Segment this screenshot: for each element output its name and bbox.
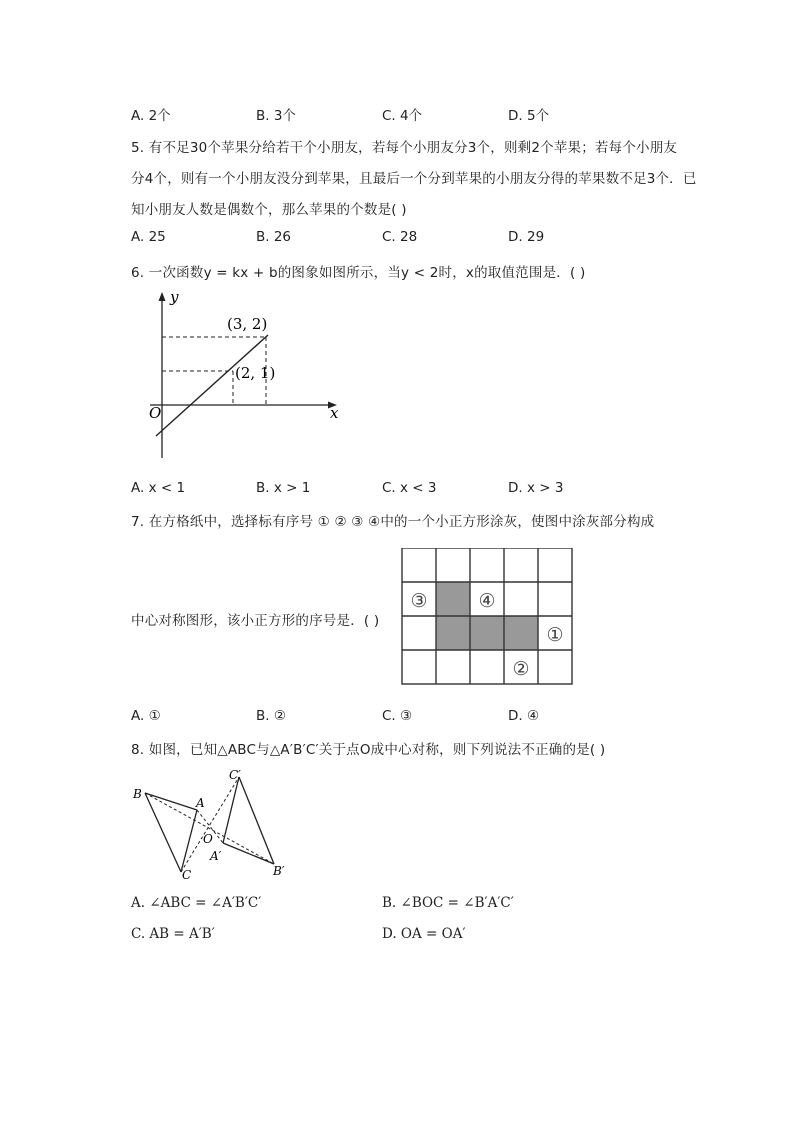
q7-stem-line-1: 7. 在方格纸中，选择标有序号 ① ② ③ ④中的一个小正方形涂灰，使图中涂灰部分构成 (131, 514, 655, 530)
q8-label-b: B (133, 787, 142, 801)
q6-option-b: B. x > 1 (256, 480, 311, 496)
q8-option-d: D. OA = OA′ (382, 926, 466, 942)
q6-option-d: D. x > 3 (508, 480, 564, 496)
q7-label-1: ① (546, 624, 564, 646)
q4-option-c: C. 4个 (382, 108, 423, 124)
q7-label-4: ④ (478, 590, 496, 612)
q8-label-o: O (203, 832, 213, 846)
q6-y-label: y (170, 288, 179, 306)
q7-square-grid (400, 548, 574, 688)
q8-label-cp: C′ (229, 768, 241, 782)
q8-label-c: C (182, 868, 192, 882)
q7-shaded-cell (470, 616, 504, 650)
q8-option-c: C. AB = A′B′ (131, 926, 215, 942)
q5-option-a: A. 25 (131, 229, 166, 245)
q7-option-b: B. ② (256, 708, 286, 724)
q5-option-c: C. 28 (382, 229, 418, 245)
q5-stem-line-3: 知小朋友人数是偶数个，那么苹果的个数是( ) (131, 202, 407, 218)
q8-label-bp: B′ (273, 864, 285, 878)
q8-side-cpbp (239, 777, 274, 864)
q7-shaded-cell (504, 616, 538, 650)
q7-shaded-cell (436, 616, 470, 650)
q6-function-graph (140, 288, 350, 463)
q8-symmetry-figure (128, 765, 298, 885)
q6-point-b-label: (2, 1) (235, 364, 276, 382)
q5-stem-line-1: 5. 有不足30个苹果分给若干个小朋友，若每个小朋友分3个，则剩2个苹果；若每个小朋友 (131, 140, 678, 156)
q6-option-a: A. x < 1 (131, 480, 186, 496)
q4-option-b: B. 3个 (256, 108, 296, 124)
q8-side-ca (181, 810, 197, 872)
q8-label-ap: A′ (210, 849, 222, 863)
q8-label-a: A (196, 796, 205, 810)
q5-option-d: D. 29 (508, 229, 545, 245)
q6-point-a-label: (3, 2) (227, 315, 268, 333)
q7-stem-line-2: 中心对称图形，该小正方形的序号是．( ) (131, 613, 380, 629)
q7-option-c: C. ③ (382, 708, 413, 724)
q8-option-a: A. ∠ABC = ∠A′B′C′ (131, 895, 262, 911)
q7-label-3: ③ (410, 590, 428, 612)
q8-stem: 8. 如图，已知△ABC与△A′B′C′关于点O成中心对称，则下列说法不正确的是( ) (131, 742, 606, 758)
q6-origin-label: O (149, 404, 162, 422)
q4-option-a: A. 2个 (131, 108, 171, 124)
q5-option-b: B. 26 (256, 229, 292, 245)
q4-option-d: D. 5个 (508, 108, 550, 124)
q7-label-2: ② (512, 658, 530, 680)
q6-stem: 6. 一次函数y = kx + b的图象如图所示，当y < 2时，x的取值范围是．( ) (131, 265, 586, 281)
q6-y-arrow-icon (159, 292, 166, 301)
q6-x-label: x (330, 404, 339, 422)
q6-option-c: C. x < 3 (382, 480, 437, 496)
q8-side-cpap (223, 777, 239, 843)
q5-stem-line-2: 分4个，则有一个小朋友没分到苹果，且最后一个分到苹果的小朋友分得的苹果数不足3个．已 (131, 171, 697, 187)
q7-shaded-cell (436, 582, 470, 616)
q7-option-d: D. ④ (508, 708, 540, 724)
q8-side-bc (145, 793, 181, 872)
q6-function-line (156, 335, 268, 436)
q7-option-a: A. ① (131, 708, 161, 724)
q8-option-b: B. ∠BOC = ∠B′A′C′ (382, 895, 514, 911)
